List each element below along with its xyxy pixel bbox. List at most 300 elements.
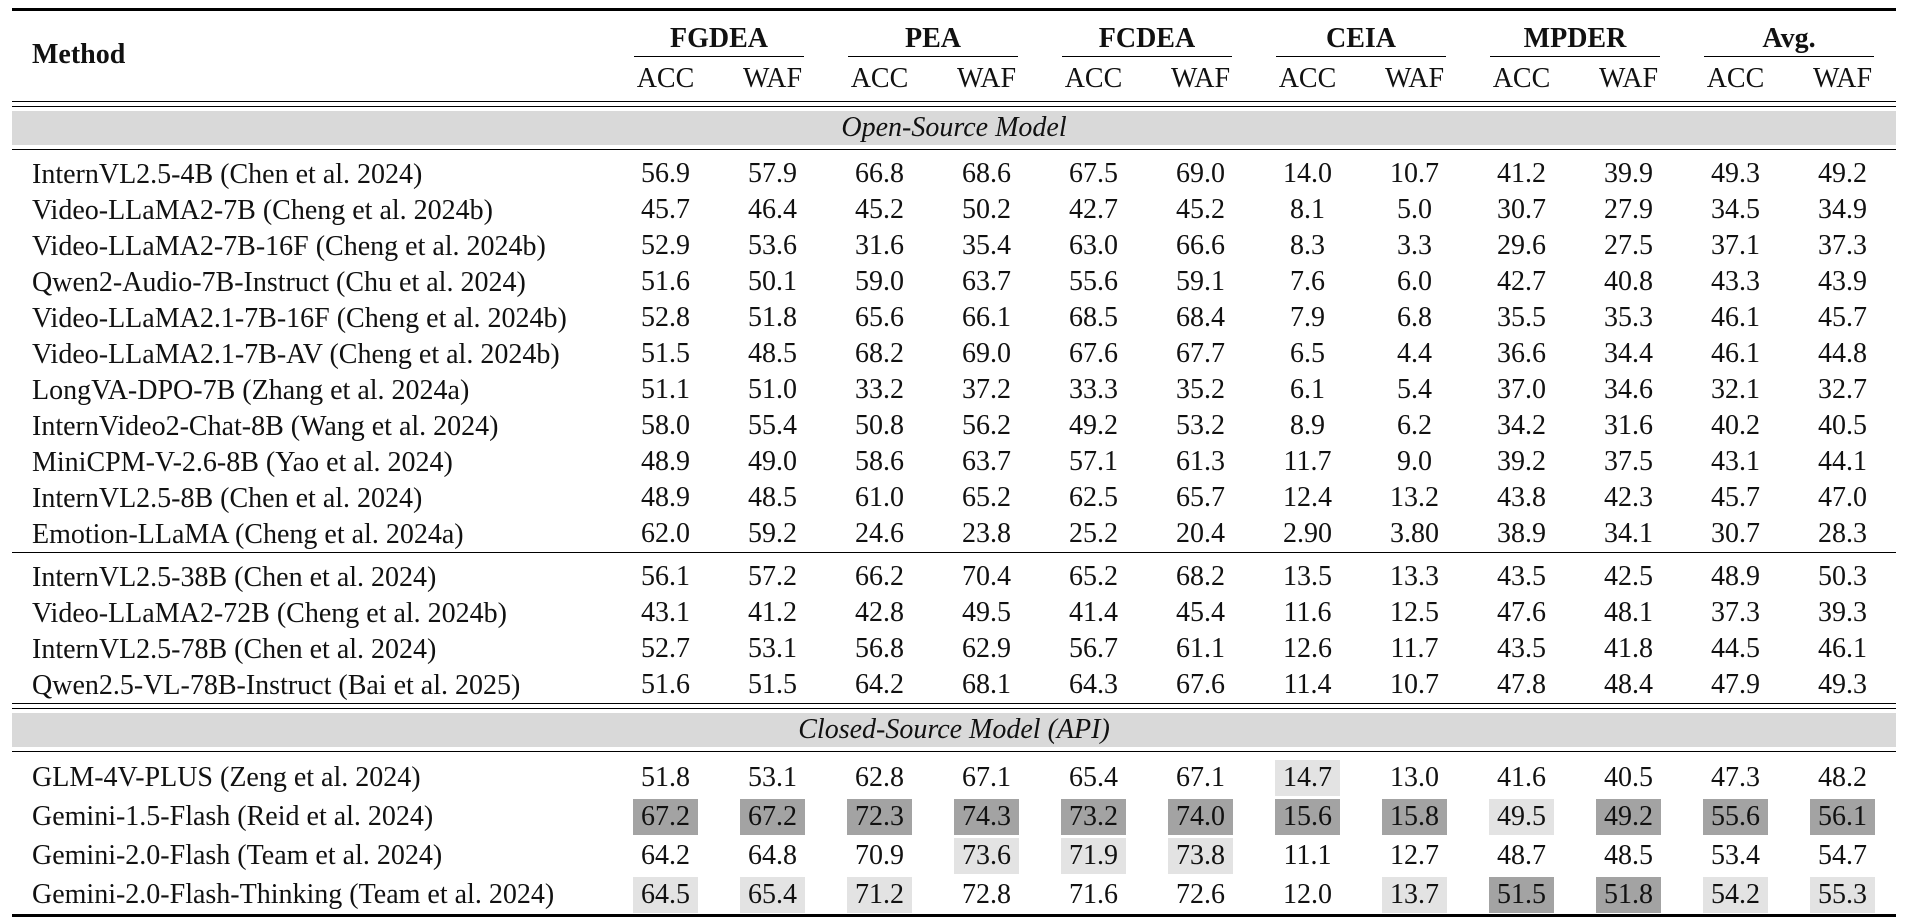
value-cell bbox=[612, 156, 719, 192]
value-cell bbox=[719, 408, 826, 444]
value-text: 37.2 bbox=[954, 372, 1019, 408]
value-cell bbox=[933, 667, 1040, 704]
value-text: 31.6 bbox=[1596, 408, 1661, 444]
value-cell bbox=[933, 444, 1040, 480]
value-cell bbox=[1468, 372, 1575, 408]
value-text: 59.1 bbox=[1168, 264, 1233, 300]
value-text: 43.9 bbox=[1810, 264, 1875, 300]
value-cell bbox=[719, 595, 826, 631]
results-table-container bbox=[12, 8, 1896, 917]
method-name-cell: Video-LLaMA2.1-7B-AV (Cheng et al. 2024b) bbox=[12, 336, 612, 372]
value-text: 43.3 bbox=[1703, 264, 1768, 300]
value-cell bbox=[1468, 480, 1575, 516]
value-cell bbox=[826, 797, 933, 836]
value-cell bbox=[933, 336, 1040, 372]
value-cell bbox=[612, 264, 719, 300]
value-text: 70.9 bbox=[847, 838, 912, 874]
value-cell bbox=[1468, 192, 1575, 228]
value-text: 68.1 bbox=[954, 667, 1019, 703]
table-row bbox=[12, 192, 1896, 228]
value-text: 51.5 bbox=[633, 336, 698, 372]
value-cell bbox=[1254, 595, 1361, 631]
value-text: 64.8 bbox=[740, 838, 805, 874]
value-cell bbox=[1361, 631, 1468, 667]
value-cell bbox=[1468, 667, 1575, 704]
value-cell bbox=[1575, 444, 1682, 480]
value-text: 73.8 bbox=[1168, 838, 1233, 874]
table-row bbox=[12, 875, 1896, 916]
value-cell bbox=[1468, 228, 1575, 264]
value-text: 8.3 bbox=[1282, 228, 1333, 264]
value-cell bbox=[612, 559, 719, 595]
table-row bbox=[12, 228, 1896, 264]
value-text: 47.8 bbox=[1489, 667, 1554, 703]
value-text: 34.9 bbox=[1810, 192, 1875, 228]
value-text: 12.0 bbox=[1275, 877, 1340, 913]
value-cell bbox=[1147, 300, 1254, 336]
value-cell bbox=[1040, 228, 1147, 264]
value-cell bbox=[1147, 336, 1254, 372]
value-text: 63.7 bbox=[954, 264, 1019, 300]
value-cell bbox=[1254, 875, 1361, 916]
metric-header-waf: WAF bbox=[719, 57, 826, 102]
value-text: 44.1 bbox=[1810, 444, 1875, 480]
value-cell bbox=[1789, 480, 1896, 516]
value-text: 63.7 bbox=[954, 444, 1019, 480]
value-cell bbox=[1789, 797, 1896, 836]
value-cell bbox=[1361, 228, 1468, 264]
table-row bbox=[12, 336, 1896, 372]
value-cell bbox=[1361, 372, 1468, 408]
value-cell bbox=[1468, 797, 1575, 836]
value-text: 12.4 bbox=[1275, 480, 1340, 516]
value-cell bbox=[826, 595, 933, 631]
value-text: 49.2 bbox=[1596, 799, 1661, 835]
value-cell bbox=[1254, 156, 1361, 192]
value-cell bbox=[1682, 480, 1789, 516]
value-text: 12.6 bbox=[1275, 631, 1340, 667]
value-cell bbox=[1575, 192, 1682, 228]
value-text: 39.9 bbox=[1596, 156, 1661, 192]
value-cell bbox=[719, 372, 826, 408]
method-name-cell: Qwen2-Audio-7B-Instruct (Chu et al. 2024) bbox=[12, 264, 612, 300]
value-cell bbox=[933, 595, 1040, 631]
value-cell bbox=[719, 264, 826, 300]
value-cell bbox=[719, 631, 826, 667]
group-header-avg: Avg. bbox=[1682, 11, 1896, 57]
value-cell bbox=[1575, 836, 1682, 875]
value-text: 42.5 bbox=[1596, 559, 1661, 595]
table-row bbox=[12, 444, 1896, 480]
value-cell bbox=[1147, 797, 1254, 836]
method-column-header: Method bbox=[12, 11, 612, 102]
value-text: 52.8 bbox=[633, 300, 698, 336]
value-text: 50.3 bbox=[1810, 559, 1875, 595]
value-cell bbox=[1361, 480, 1468, 516]
value-text: 54.7 bbox=[1810, 838, 1875, 874]
value-cell bbox=[719, 797, 826, 836]
value-text: 56.9 bbox=[633, 156, 698, 192]
value-cell bbox=[1040, 836, 1147, 875]
value-cell bbox=[1147, 264, 1254, 300]
value-text: 7.9 bbox=[1282, 300, 1333, 336]
value-text: 53.6 bbox=[740, 228, 805, 264]
results-table bbox=[12, 8, 1896, 917]
value-cell bbox=[933, 559, 1040, 595]
method-name-cell: InternVL2.5-8B (Chen et al. 2024) bbox=[12, 480, 612, 516]
value-cell bbox=[1361, 797, 1468, 836]
value-text: 46.4 bbox=[740, 192, 805, 228]
value-text: 56.2 bbox=[954, 408, 1019, 444]
value-text: 44.5 bbox=[1703, 631, 1768, 667]
value-text: 37.1 bbox=[1703, 228, 1768, 264]
value-text: 40.5 bbox=[1810, 408, 1875, 444]
value-text: 49.3 bbox=[1703, 156, 1768, 192]
value-cell bbox=[1254, 631, 1361, 667]
value-cell bbox=[1147, 758, 1254, 797]
value-text: 65.2 bbox=[1061, 559, 1126, 595]
value-text: 64.2 bbox=[847, 667, 912, 703]
value-text: 43.5 bbox=[1489, 559, 1554, 595]
value-text: 42.8 bbox=[847, 595, 912, 631]
value-cell bbox=[1789, 875, 1896, 916]
value-text: 6.2 bbox=[1389, 408, 1440, 444]
value-cell bbox=[933, 797, 1040, 836]
value-text: 46.1 bbox=[1703, 336, 1768, 372]
value-text: 43.1 bbox=[633, 595, 698, 631]
value-cell bbox=[1575, 408, 1682, 444]
value-cell bbox=[1040, 156, 1147, 192]
value-text: 48.1 bbox=[1596, 595, 1661, 631]
value-cell bbox=[1361, 192, 1468, 228]
value-cell bbox=[612, 336, 719, 372]
value-cell bbox=[1040, 444, 1147, 480]
value-cell bbox=[719, 336, 826, 372]
value-cell bbox=[1254, 480, 1361, 516]
value-cell bbox=[1040, 631, 1147, 667]
value-text: 34.5 bbox=[1703, 192, 1768, 228]
value-text: 31.6 bbox=[847, 228, 912, 264]
value-text: 4.4 bbox=[1389, 336, 1440, 372]
value-text: 42.7 bbox=[1489, 264, 1554, 300]
value-text: 63.0 bbox=[1061, 228, 1126, 264]
method-name-cell: Gemini-2.0-Flash (Team et al. 2024) bbox=[12, 836, 612, 875]
value-text: 41.2 bbox=[740, 595, 805, 631]
value-text: 36.6 bbox=[1489, 336, 1554, 372]
value-text: 33.3 bbox=[1061, 372, 1126, 408]
table-row bbox=[12, 797, 1896, 836]
value-text: 65.4 bbox=[740, 877, 805, 913]
value-cell bbox=[1682, 667, 1789, 704]
value-text: 6.5 bbox=[1282, 336, 1333, 372]
method-name-cell: Video-LLaMA2.1-7B-16F (Cheng et al. 2024b) bbox=[12, 300, 612, 336]
value-text: 69.0 bbox=[1168, 156, 1233, 192]
value-cell bbox=[1361, 336, 1468, 372]
value-cell bbox=[1254, 264, 1361, 300]
value-text: 59.0 bbox=[847, 264, 912, 300]
value-text: 45.7 bbox=[1703, 480, 1768, 516]
value-text: 64.2 bbox=[633, 838, 698, 874]
value-cell bbox=[612, 444, 719, 480]
metric-header-waf: WAF bbox=[933, 57, 1040, 102]
value-text: 44.8 bbox=[1810, 336, 1875, 372]
value-text: 13.5 bbox=[1275, 559, 1340, 595]
method-name-cell: Gemini-2.0-Flash-Thinking (Team et al. 2024) bbox=[12, 875, 612, 916]
value-text: 10.7 bbox=[1382, 667, 1447, 703]
value-text: 35.3 bbox=[1596, 300, 1661, 336]
value-text: 37.0 bbox=[1489, 372, 1554, 408]
value-text: 51.5 bbox=[740, 667, 805, 703]
value-text: 74.3 bbox=[954, 799, 1019, 835]
value-text: 66.1 bbox=[954, 300, 1019, 336]
method-name-cell: Video-LLaMA2-72B (Cheng et al. 2024b) bbox=[12, 595, 612, 631]
value-text: 35.5 bbox=[1489, 300, 1554, 336]
value-text: 48.9 bbox=[633, 480, 698, 516]
value-text: 27.5 bbox=[1596, 228, 1661, 264]
value-text: 25.2 bbox=[1061, 516, 1126, 552]
value-text: 48.5 bbox=[740, 480, 805, 516]
value-text: 30.7 bbox=[1703, 516, 1768, 552]
group-header-fgdea: FGDEA bbox=[612, 11, 826, 57]
value-text: 51.1 bbox=[633, 372, 698, 408]
method-name-cell: Video-LLaMA2-7B-16F (Cheng et al. 2024b) bbox=[12, 228, 612, 264]
value-cell bbox=[1575, 797, 1682, 836]
value-text: 49.5 bbox=[1489, 799, 1554, 835]
value-text: 67.2 bbox=[740, 799, 805, 835]
value-cell bbox=[719, 444, 826, 480]
value-text: 73.2 bbox=[1061, 799, 1126, 835]
value-text: 58.6 bbox=[847, 444, 912, 480]
value-text: 56.1 bbox=[633, 559, 698, 595]
value-cell bbox=[1682, 631, 1789, 667]
value-cell bbox=[1789, 408, 1896, 444]
value-cell bbox=[719, 516, 826, 553]
value-cell bbox=[1361, 836, 1468, 875]
value-cell bbox=[612, 228, 719, 264]
value-cell bbox=[1361, 758, 1468, 797]
value-cell bbox=[1682, 192, 1789, 228]
value-text: 34.4 bbox=[1596, 336, 1661, 372]
value-cell bbox=[1575, 667, 1682, 704]
value-cell bbox=[1789, 264, 1896, 300]
value-text: 23.8 bbox=[954, 516, 1019, 552]
value-text: 43.5 bbox=[1489, 631, 1554, 667]
metric-header-acc: ACC bbox=[826, 57, 933, 102]
value-text: 14.0 bbox=[1275, 156, 1340, 192]
value-cell bbox=[612, 300, 719, 336]
value-cell bbox=[1789, 300, 1896, 336]
value-cell bbox=[826, 758, 933, 797]
value-text: 39.3 bbox=[1810, 595, 1875, 631]
value-cell bbox=[1682, 408, 1789, 444]
value-cell bbox=[1147, 228, 1254, 264]
value-cell bbox=[1040, 480, 1147, 516]
value-cell bbox=[719, 480, 826, 516]
value-cell bbox=[1468, 758, 1575, 797]
value-cell bbox=[719, 875, 826, 916]
value-cell bbox=[1147, 559, 1254, 595]
value-text: 51.0 bbox=[740, 372, 805, 408]
value-text: 51.5 bbox=[1489, 877, 1554, 913]
group-header-ceia: CEIA bbox=[1254, 11, 1468, 57]
value-text: 65.4 bbox=[1061, 760, 1126, 796]
table-body bbox=[12, 10, 1896, 917]
value-cell bbox=[1361, 156, 1468, 192]
value-cell bbox=[1575, 758, 1682, 797]
value-text: 15.8 bbox=[1382, 799, 1447, 835]
value-text: 37.3 bbox=[1703, 595, 1768, 631]
group-header-pea: PEA bbox=[826, 11, 1040, 57]
value-text: 67.2 bbox=[633, 799, 698, 835]
value-text: 3.80 bbox=[1382, 516, 1447, 552]
value-cell bbox=[1789, 836, 1896, 875]
value-cell bbox=[1575, 480, 1682, 516]
value-text: 56.1 bbox=[1810, 799, 1875, 835]
value-text: 13.2 bbox=[1382, 480, 1447, 516]
value-text: 67.6 bbox=[1061, 336, 1126, 372]
value-text: 40.5 bbox=[1596, 760, 1661, 796]
value-cell bbox=[1682, 836, 1789, 875]
value-text: 49.2 bbox=[1061, 408, 1126, 444]
value-text: 50.1 bbox=[740, 264, 805, 300]
value-cell bbox=[1789, 667, 1896, 704]
value-text: 53.1 bbox=[740, 760, 805, 796]
value-text: 67.1 bbox=[954, 760, 1019, 796]
value-text: 45.7 bbox=[1810, 300, 1875, 336]
value-cell bbox=[826, 480, 933, 516]
value-text: 49.2 bbox=[1810, 156, 1875, 192]
value-text: 51.8 bbox=[740, 300, 805, 336]
value-text: 42.3 bbox=[1596, 480, 1661, 516]
value-cell bbox=[1361, 667, 1468, 704]
metric-header-acc: ACC bbox=[1468, 57, 1575, 102]
value-text: 46.1 bbox=[1810, 631, 1875, 667]
value-cell bbox=[1040, 264, 1147, 300]
value-text: 61.3 bbox=[1168, 444, 1233, 480]
value-text: 28.3 bbox=[1810, 516, 1875, 552]
value-text: 68.2 bbox=[1168, 559, 1233, 595]
value-cell bbox=[1040, 408, 1147, 444]
value-cell bbox=[826, 156, 933, 192]
value-text: 34.2 bbox=[1489, 408, 1554, 444]
value-cell bbox=[612, 797, 719, 836]
value-cell bbox=[1789, 758, 1896, 797]
value-text: 62.9 bbox=[954, 631, 1019, 667]
value-text: 62.5 bbox=[1061, 480, 1126, 516]
value-text: 46.1 bbox=[1703, 300, 1768, 336]
value-cell bbox=[1147, 480, 1254, 516]
value-cell bbox=[933, 156, 1040, 192]
value-cell bbox=[1361, 264, 1468, 300]
value-cell bbox=[1147, 192, 1254, 228]
value-text: 43.8 bbox=[1489, 480, 1554, 516]
value-text: 71.2 bbox=[847, 877, 912, 913]
value-text: 11.6 bbox=[1276, 595, 1340, 631]
value-text: 66.2 bbox=[847, 559, 912, 595]
method-name-cell: InternVideo2-Chat-8B (Wang et al. 2024) bbox=[12, 408, 612, 444]
value-cell bbox=[826, 631, 933, 667]
value-cell bbox=[826, 228, 933, 264]
value-text: 6.8 bbox=[1389, 300, 1440, 336]
value-cell bbox=[1468, 264, 1575, 300]
value-text: 51.6 bbox=[633, 264, 698, 300]
value-text: 41.8 bbox=[1596, 631, 1661, 667]
value-cell bbox=[1682, 336, 1789, 372]
value-cell bbox=[1361, 300, 1468, 336]
value-cell bbox=[1147, 156, 1254, 192]
value-text: 11.1 bbox=[1276, 838, 1340, 874]
value-cell bbox=[1040, 372, 1147, 408]
value-cell bbox=[826, 336, 933, 372]
value-text: 12.7 bbox=[1382, 838, 1447, 874]
value-cell bbox=[933, 192, 1040, 228]
value-cell bbox=[1468, 516, 1575, 553]
value-text: 49.0 bbox=[740, 444, 805, 480]
metric-header-waf: WAF bbox=[1575, 57, 1682, 102]
value-text: 50.2 bbox=[954, 192, 1019, 228]
method-name-cell: MiniCPM-V-2.6-8B (Yao et al. 2024) bbox=[12, 444, 612, 480]
value-cell bbox=[933, 372, 1040, 408]
value-cell bbox=[1575, 372, 1682, 408]
value-text: 57.9 bbox=[740, 156, 805, 192]
value-cell bbox=[1254, 797, 1361, 836]
value-text: 61.0 bbox=[847, 480, 912, 516]
table-row bbox=[12, 595, 1896, 631]
value-text: 13.0 bbox=[1382, 760, 1447, 796]
value-cell bbox=[933, 228, 1040, 264]
value-text: 55.3 bbox=[1810, 877, 1875, 913]
value-text: 43.1 bbox=[1703, 444, 1768, 480]
value-text: 47.0 bbox=[1810, 480, 1875, 516]
value-text: 47.3 bbox=[1703, 760, 1768, 796]
value-text: 62.0 bbox=[633, 516, 698, 552]
value-text: 67.1 bbox=[1168, 760, 1233, 796]
value-cell bbox=[612, 480, 719, 516]
table-row bbox=[12, 758, 1896, 797]
value-text: 68.2 bbox=[847, 336, 912, 372]
value-text: 6.1 bbox=[1282, 372, 1333, 408]
value-text: 34.6 bbox=[1596, 372, 1661, 408]
metric-header-waf: WAF bbox=[1361, 57, 1468, 102]
value-cell bbox=[1040, 516, 1147, 553]
value-cell bbox=[1789, 228, 1896, 264]
value-cell bbox=[933, 516, 1040, 553]
value-cell bbox=[1682, 156, 1789, 192]
value-cell bbox=[1682, 300, 1789, 336]
value-cell bbox=[1575, 631, 1682, 667]
value-cell bbox=[1789, 516, 1896, 553]
value-cell bbox=[1682, 797, 1789, 836]
value-cell bbox=[933, 758, 1040, 797]
value-text: 55.6 bbox=[1703, 799, 1768, 835]
value-text: 54.2 bbox=[1703, 877, 1768, 913]
value-cell bbox=[1789, 444, 1896, 480]
value-cell bbox=[1254, 559, 1361, 595]
value-text: 67.6 bbox=[1168, 667, 1233, 703]
method-name-cell: GLM-4V-PLUS (Zeng et al. 2024) bbox=[12, 758, 612, 797]
value-text: 55.4 bbox=[740, 408, 805, 444]
value-text: 41.2 bbox=[1489, 156, 1554, 192]
method-name-cell: Gemini-1.5-Flash (Reid et al. 2024) bbox=[12, 797, 612, 836]
value-cell bbox=[1468, 300, 1575, 336]
value-cell bbox=[1468, 631, 1575, 667]
value-cell bbox=[612, 631, 719, 667]
value-cell bbox=[1575, 875, 1682, 916]
value-cell bbox=[1254, 372, 1361, 408]
value-cell bbox=[826, 264, 933, 300]
value-text: 66.6 bbox=[1168, 228, 1233, 264]
value-cell bbox=[1682, 516, 1789, 553]
